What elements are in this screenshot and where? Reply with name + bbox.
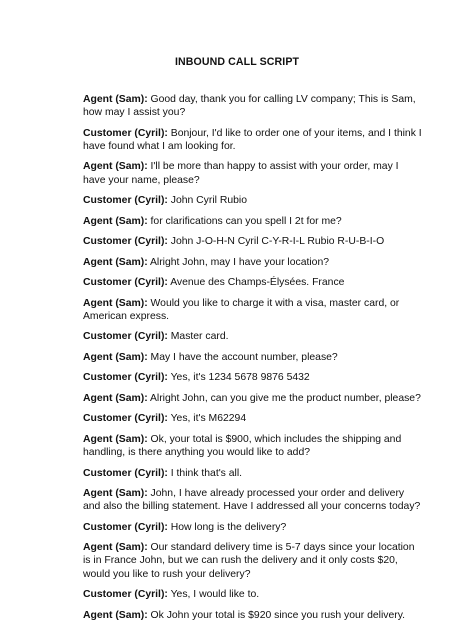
dialogue-text: for clarifications can you spell I 2t for me? (147, 215, 342, 227)
dialogue-line (83, 433, 423, 459)
speaker-label: Agent (Sam): (83, 297, 148, 309)
dialogue-text: John J-O-H-N Cyril C-Y-R-I-L Rubio R-U-B-I-O (167, 236, 385, 248)
dialogue-text: Avenue des Champs-Élysées. France (167, 277, 345, 289)
call-script-body (83, 93, 423, 629)
speaker-label: Agent (Sam): (83, 433, 148, 445)
dialogue-line (83, 93, 423, 119)
dialogue-text: Our standard delivery time is 5-7 days since your location is in France John, but we can rush the delivery and it only costs $20, would you like to rush your delivery? (83, 542, 415, 580)
speaker-label: Customer (Cyril): (83, 467, 168, 479)
speaker-label: Agent (Sam): (83, 161, 148, 173)
dialogue-line (83, 215, 423, 228)
dialogue-line (83, 521, 423, 534)
speaker-label: Agent (Sam): (83, 392, 148, 404)
dialogue-line (83, 392, 423, 405)
speaker-label: Customer (Cyril): (83, 589, 168, 601)
dialogue-text: Ok John your total is $920 since you rush your delivery. (147, 609, 406, 621)
speaker-label: Agent (Sam): (83, 94, 148, 105)
dialogue-text: John Cyril Rubio (167, 195, 247, 207)
dialogue-text: Bonjour, I'd like to order one of your items, and I think I have found what I am looking for. (83, 127, 422, 152)
dialogue-line (83, 487, 423, 513)
dialogue-line (83, 256, 423, 269)
speaker-label: Agent (Sam): (83, 256, 148, 268)
dialogue-line (83, 160, 423, 186)
dialogue-text: Master card. (167, 331, 229, 343)
dialogue-line (83, 588, 423, 601)
dialogue-text: Alright John, can you give me the product number, please? (147, 392, 421, 404)
dialogue-line (83, 330, 423, 343)
speaker-label: Customer (Cyril): (83, 127, 168, 139)
dialogue-text: Yes, I would like to. (167, 589, 260, 601)
dialogue-text: Yes, it's 1234 5678 9876 5432 (167, 372, 310, 384)
speaker-label: Customer (Cyril): (83, 372, 168, 384)
speaker-label: Agent (Sam): (83, 609, 148, 621)
dialogue-line (83, 412, 423, 425)
dialogue-line (83, 297, 423, 323)
dialogue-text: Would you like to charge it with a visa, master card, or American express. (83, 297, 400, 322)
speaker-label: Customer (Cyril): (83, 521, 168, 533)
dialogue-line (83, 609, 423, 622)
dialogue-line (83, 194, 423, 207)
dialogue-line (83, 127, 423, 153)
dialogue-text: Good day, thank you for calling LV company; This is Sam, how may I assist you? (83, 94, 416, 119)
speaker-label: Customer (Cyril): (83, 413, 168, 425)
document-title: INBOUND CALL SCRIPT (174, 56, 300, 68)
dialogue-text: How long is the delivery? (167, 521, 287, 533)
dialogue-line (83, 467, 423, 480)
speaker-label: Customer (Cyril): (83, 236, 168, 248)
speaker-label: Customer (Cyril): (83, 277, 168, 289)
dialogue-line (83, 235, 423, 248)
speaker-label: Agent (Sam): (83, 215, 148, 227)
speaker-label: Agent (Sam): (83, 488, 148, 500)
dialogue-text: Alright John, may I have your location? (147, 256, 330, 268)
speaker-label: Customer (Cyril): (83, 331, 168, 343)
dialogue-text: Yes, it's M62294 (167, 413, 247, 425)
dialogue-line (83, 351, 423, 364)
dialogue-line (83, 371, 423, 384)
speaker-label: Customer (Cyril): (83, 195, 168, 207)
dialogue-text: May I have the account number, please? (147, 351, 338, 363)
dialogue-line (83, 276, 423, 289)
speaker-label: Agent (Sam): (83, 542, 148, 554)
dialogue-text: John, I have already processed your order and delivery and also the billing statement. Have I addressed all your concerns today? (83, 488, 421, 513)
dialogue-text: I think that's all. (167, 467, 243, 479)
dialogue-line (83, 541, 423, 581)
dialogue-text: Ok, your total is $900, which includes the shipping and handling, is there anything you would like to add? (83, 433, 402, 459)
dialogue-text: I'll be more than happy to assist with your order, may I have your name, please? (83, 161, 399, 186)
speaker-label: Agent (Sam): (83, 351, 148, 363)
